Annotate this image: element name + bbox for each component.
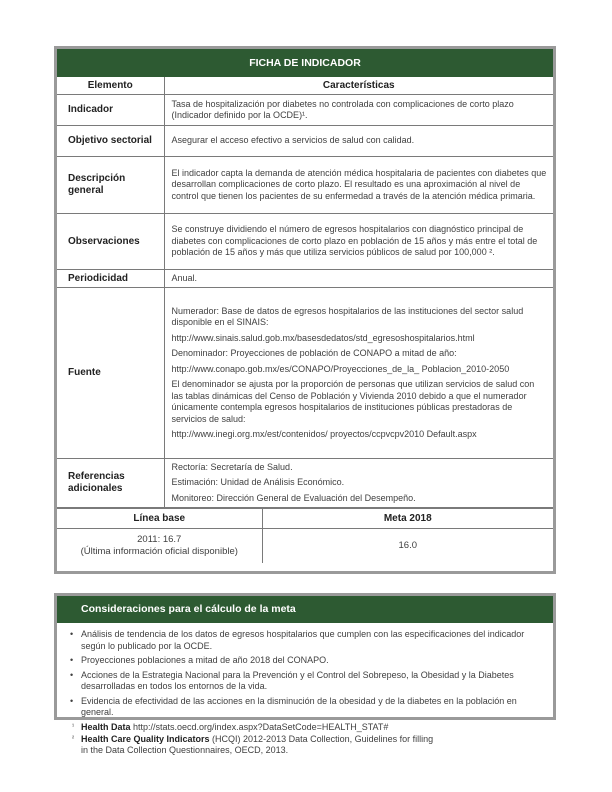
list-item: • Acciones de la Estrategia Nacional para la Prevención y el Control del Sobrepeso, la Obesidad y la Diabetes desarrolladas en todos los entornos de la vida. [70, 669, 514, 691]
meta-value: 16.0 [262, 529, 553, 564]
list-item: • Proyecciones poblaciones a mitad de año 2018 del CONAPO. [70, 655, 329, 665]
row-label-indicador: Indicador [57, 95, 164, 126]
indicator-table [57, 77, 553, 508]
row-value-fuente: Numerador: Base de datos de egresos hospitalarios de las instituciones del sector salud disponible en el SINAIS: http://www.sinais.salud.gob.mx/basesdedatos/std_egresoshospitalarios.html Denominador: Proyecciones de población de CONAPO a mitad de año: http://www.conapo.gob.mx/es/CONAPO/Proyecciones_de_la_ Poblacion_2010-2050 El denominador se ajusta por la proporción de personas que utilizan servicios de salud con las tablas dinámicas del Censo de Población y Vivienda 2010 debido a que el numerador únicamente contempla egresos hospitalarios de instituciones públicas prestadoras de servicios de salud: http://www.inegi.org.mx/est/contenidos/ proyectos/ccpvcpv2010 Default.aspx [164, 288, 553, 459]
row-value-observaciones: Se construye dividiendo el número de egresos hospitalarios con diagnóstico principal de diabetes con complicaciones de corto plazo en población de 15 años y más entre el total de población de 15 años y más que utiliza servicios públicos de salud por 100,000 ². [164, 214, 553, 270]
row-value-descripcion: El indicador capta la demanda de atención médica hospitalaria de pacientes con diabetes que desarrollan complicaciones de corto plazo. El resultado es una aproximación al nivel de control que tienen los pacientes de su enfermedad a través de la atención médica primaria. [164, 157, 553, 214]
footnote-1: ¹ Health Data http://stats.oecd.org/index.aspx?DataSetCode=HEALTH_STAT# [72, 722, 389, 732]
footnotes [72, 722, 552, 757]
row-value-referencias: Rectoría: Secretaría de Salud. Estimación: Unidad de Análisis Económico. Monitoreo: Dirección General de Evaluación del Desempeño. [164, 459, 553, 508]
link-conapo[interactable]: http://www.conapo.gob.mx/es/CONAPO/Proyecciones_de_la_ Poblacion_2010-2050 [171, 363, 510, 374]
bullet-icon: • [70, 629, 74, 639]
meta-header: Meta 2018 [262, 509, 553, 529]
list-item: • Análisis de tendencia de los datos de egresos hospitalarios que cumplen con las especificaciones del indicador según lo publicado por la OCDE. [70, 629, 525, 651]
column-header-elemento: Elemento [57, 77, 164, 95]
link-inegi[interactable]: http://www.inegi.org.mx/est/contenidos/ proyectos/ccpvcpv2010 Default.aspx [171, 429, 477, 439]
row-label-referencias: Referencias adicionales [57, 459, 164, 508]
baseline-table [57, 508, 553, 563]
indicator-sheet [54, 46, 556, 574]
row-label-objetivo: Objetivo sectorial [57, 126, 164, 157]
considerations-title: Consideraciones para el cálculo de la meta [57, 596, 553, 623]
linea-base-header: Línea base [57, 509, 262, 529]
row-label-periodicidad: Periodicidad [57, 270, 164, 288]
list-item: • Evidencia de efectividad de las acciones en la disminución de la obesidad y de la diabetes en la población en general. [70, 695, 517, 717]
row-value-periodicidad: Anual. [164, 270, 553, 288]
considerations-list [57, 629, 553, 719]
row-value-objetivo: Asegurar el acceso efectivo a servicios de salud con calidad. [164, 126, 553, 157]
bullet-icon: • [70, 669, 74, 680]
row-label-descripcion: Descripción general [57, 157, 164, 214]
row-value-indicador: Tasa de hospitalización por diabetes no controlada con complicaciones de corto plazo (Indicador definido por la OCDE)¹. [164, 95, 553, 126]
row-label-fuente: Fuente [57, 288, 164, 459]
goal-considerations [54, 593, 556, 720]
bullet-icon: • [70, 655, 74, 665]
sheet-title: FICHA DE INDICADOR [57, 49, 553, 77]
linea-base-value: 2011: 16.7 (Última información oficial disponible) [57, 529, 262, 564]
footnote-link[interactable]: http://stats.oecd.org/index.aspx?DataSetCode=HEALTH_STAT# [130, 722, 389, 732]
bullet-icon: • [70, 695, 74, 706]
footnote-2: ² Health Care Quality Indicators (HCQI) 2012-2013 Data Collection, Guidelines for filling in the Data Collection Questionnaires, OECD, 2013. [72, 733, 434, 755]
link-sinais[interactable]: http://www.sinais.salud.gob.mx/basesdedatos/std_egresoshospitalarios.html [171, 332, 475, 343]
row-label-observaciones: Observaciones [57, 214, 164, 270]
column-header-caracteristicas: Características [164, 77, 553, 95]
